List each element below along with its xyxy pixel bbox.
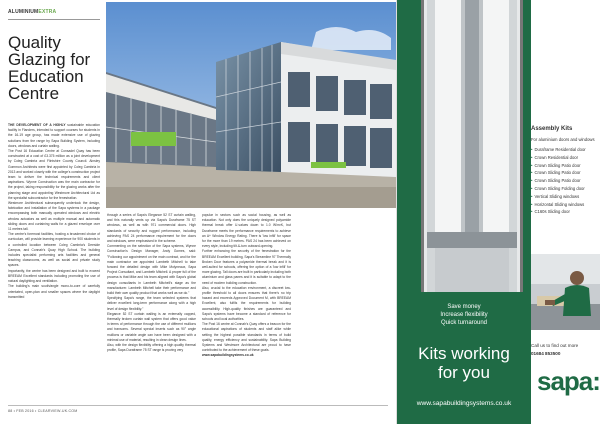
building-photo	[106, 2, 396, 208]
section-divider	[8, 19, 100, 20]
article-link[interactable]: www.sapabuildingsystems.co.uk	[202, 353, 254, 358]
building-illustration	[106, 2, 396, 208]
article-column-3: popular in sectors such as social housing, as well as education. Not only does the uniquely designed polyamide thermal break offer U-values down to 1.0 W/m²K, but Duraframe meets the performance requirements to achieve an A+ Window Energy Rating. There is 'low infill' for space for the more than 19 metres. PAS 24 has been achieved on every style, including tilt-&-turn outward-opening. Further enhancing the security of the fenestration for the BREEAM Excellent building, Sapa's Streamline 97 Thermally Broken Door features a polyamide thermal break and it is well-suited for schools, offering the option of a 'low infill' for more glazing. Tall doors are built in particularly including both aluminium and glass panes and it is suitable to adapt to the need of modern building construction. Also, crucial to the education environment, a discreet low-profile threshold to all doors ensures that there's no trip hazard and exceeds Approved Document M, with BREEAM Excellent, also fulfils the requirements for building accessibility. High-quality finishes are guaranteed and Sapa's systems have become a standard of reference for schools and local authorities. The Post 16 centre at Connah's Quay offers a beacon for the educational aspirations of students and staff alike while setting the highest possible standards in terms of build quality, energy efficiency and sustainability. Sapa Building Systems and Westmore Architectural are proud to have contributed to the achievement of these goals. www.sapabuildingsystems.co.uk	[202, 213, 292, 358]
bullet-icon: •	[531, 170, 533, 176]
window-frame-illustration	[421, 0, 523, 292]
headline-line-1: Kits working	[418, 344, 510, 363]
list-item: • Duraframe Residential door	[531, 147, 586, 152]
sapa-advert	[396, 0, 600, 424]
phone-number: 01684 853500	[531, 351, 561, 356]
bullet-icon: •	[531, 154, 533, 160]
sapa-logo: sapa:	[537, 366, 600, 396]
footer-divider	[8, 405, 388, 406]
tagline-flexibility: Increase flexibility	[440, 312, 488, 318]
worker-illustration	[531, 254, 600, 330]
advert-green-panel	[397, 0, 531, 424]
article-column-2: through a series of Sapa's Elegance 52 ST curtain walling, and this naturally vents up via Sapa's Duraframe 75 ST windows, as well as with 971 commercial doors. High standards of security and rugged performance, including achieving PAS 24 performance requirement for the doors and windows, were emphasised in the scheme. Commenting on the selection of the Sapa systems, Wynne Construction's Design Manager, Andy Gomes, said: "Following our appointment on the main contract, and for the main contractor we appointed Lambeth Mitchell to take forward the detailed design with Mike Molyneaux, Sapa Project Consultant, and Lambeth Mitchell. A proper full of the process is that Mike and his team aligned with Sapa's global design consultants in Lambeth Mitchell's stage as the manufacturer. Lambeth Mitchell take their performance and build their own quality product that works well as we do." Specifying Sapa's range, the team selected systems that deliver excellent long-term performance along with a high level of design flexibility." Elegance 52 ST curtain walling is an externally capped, thermally broken curtain wall system that offers good value in terms of performance through the use of different mullions and transoms. Several special inserts such as 90° angle mullions or variable angle can have been designed with a minimal use of material, resulting in clean design lines. Also, with the design flexibility offering a high quality thermal profile, Sapa Duraframe 75 ST range is proving very	[107, 213, 196, 353]
list-item: • C160s Sliding door	[531, 209, 570, 215]
advert-website-link[interactable]: www.sapabuildingsystems.co.uk	[416, 400, 512, 407]
page-footer: 88 • FEB 2016 • CLEARVIEW-UK.COM	[8, 409, 78, 413]
headline-line-2: for you	[438, 363, 490, 382]
kits-subtitle: For aluminium doors and windows	[531, 137, 595, 142]
tagline-save-money: Save money	[447, 304, 481, 310]
bullet-icon: •	[531, 147, 533, 152]
bullet-icon: •	[531, 162, 533, 168]
kits-title: Assembly Kits	[531, 126, 573, 132]
bullet-icon: •	[531, 178, 533, 184]
bullet-icon: •	[531, 209, 533, 215]
list-item: • Horizontal Sliding windows	[531, 201, 585, 207]
tagline-turnaround: Quick turnaround	[440, 320, 488, 326]
kits-list	[531, 146, 600, 216]
list-item: • Vertical Sliding windows	[531, 193, 580, 199]
list-item: • Crown Sliding Patio door	[531, 170, 581, 176]
bullet-icon: •	[531, 201, 533, 207]
list-item: • Crown Residential door	[531, 154, 578, 160]
call-to-action: Call us to find out more	[531, 343, 579, 348]
list-item: • Crown Sliding Folding door	[531, 185, 585, 191]
article-column-1: THE DEVELOPMENT OF A HIGHLY sustainable education facility in Flanders, intended to support courses for students in the 16-19 age group, has made extensive use of glazing solutions from the range by Sapa Building System, including doors, windows and curtain walling. The Post 16 Education Centre at Consadel Quay has been constructed at a cost of £3.375 million as a joint development by Coleg Cambria and Flintshire County Council. Ainsley Gommon Architects were first appointed by Coleg Cambria in 2013 and worked closely with the college's construction project team to deliver the technical requirements and client aspirations. Wynne Construction was the main contractor for the project, taking responsibility for the glazing works after the planning stage and appointing Westmore Architectural Ltd as the specialist subcontractor for the fenestration. Westmore Architectural subsequently undertook the design, fabrication and installation of the Sapa systems in a package encompassing both manually operated windows and electric window actuators as well as multiple manual and automatic sliding doors and curtaining walls for a glazed envelope over 11 metres tall. The centre's foremost facilities, hosting a broadened choice of curriculum, will provide learning experience for 900 students in a controlled location between Coleg Cambria's Deeside Campus, and Connah's Quay High School. The building includes specialist performing arts facilities and general teaching classrooms, as well as social and private study spaces. Importantly, the centre has been designed and built to exceed BREEAM Excellent standards including promoting the use of natural daylighting and ventilation. The building's main south/angle mono-to-core of carefully orientated, open-plan and smaller spaces where the daylight transmitted	[8, 123, 100, 299]
bullet-icon: •	[531, 185, 533, 191]
bullet-icon: •	[531, 193, 533, 199]
list-item: • Crown Sliding Patio door	[531, 178, 581, 184]
section-tag: ALUMINIUMEXTRA	[8, 9, 57, 15]
worker-photo	[531, 254, 600, 330]
article-title: Quality Glazing for Education Centre	[8, 33, 91, 103]
list-item: • Crown Sliding Patio door	[531, 162, 581, 168]
